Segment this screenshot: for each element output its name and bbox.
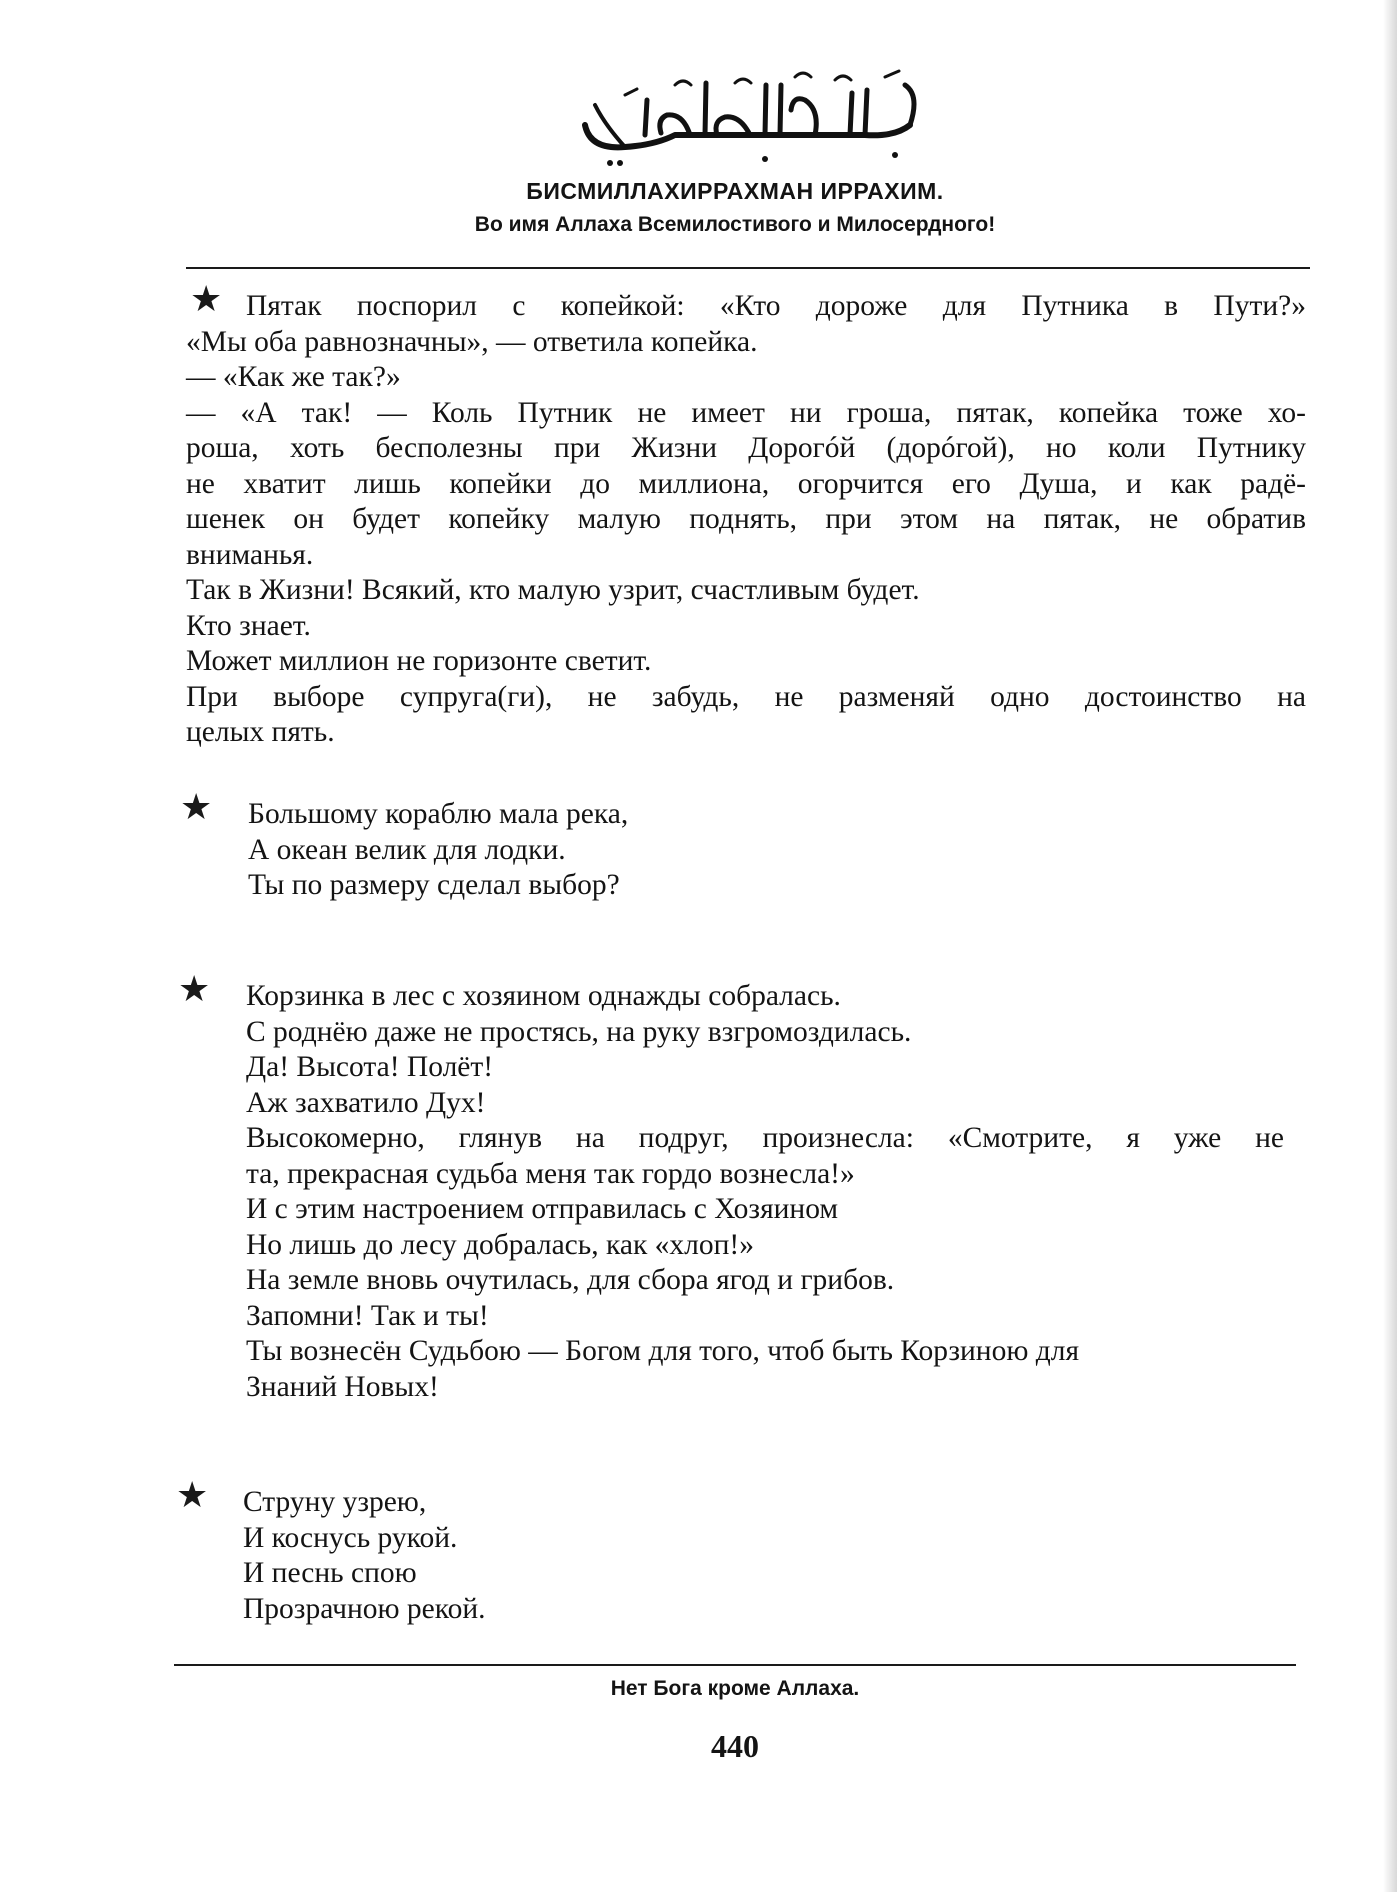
- text-line: Запомни! Так и ты!: [246, 1299, 489, 1332]
- page-edge-shadow: [1383, 0, 1397, 1892]
- text-line: целых пять.: [186, 716, 335, 748]
- text-line: роша, хоть бесполезны при Жизни Дорогóй (дорóгой), но коли Путнику: [186, 432, 1306, 464]
- text-line: вниманья.: [186, 538, 314, 571]
- text-line: Ты вознесён Судьбою — Богом для того, чтоб быть Корзиною для: [246, 1335, 1080, 1367]
- text-line: Большому кораблю мала река,: [248, 798, 629, 830]
- text-line: И коснусь рукой.: [243, 1521, 458, 1554]
- text-line: Высокомерно, глянув на подруг, произнесла: «Смотрите, я уже не: [246, 1122, 1284, 1154]
- star-icon: ★: [190, 279, 223, 320]
- text-line: Может миллион не горизонте светит.: [186, 645, 652, 677]
- footer-text: Нет Бога кроме Аллаха.: [610, 1677, 860, 1700]
- text-line: На земле вновь очутилась, для сбора ягод и грибов.: [246, 1264, 895, 1296]
- star-icon: ★: [176, 1475, 209, 1516]
- bismillah-calligraphy-icon: [565, 55, 945, 175]
- text-line: И песнь спою: [243, 1557, 417, 1589]
- text-line: «Мы оба равнозначны», — ответила копейка.: [186, 325, 758, 358]
- text-line: Аж захватило Дух!: [246, 1086, 486, 1119]
- page-number: 440: [711, 1728, 759, 1764]
- text-line: та, прекрасная судьба меня так гордо вознесла!»: [246, 1157, 855, 1190]
- text-line: — «А так! — Коль Путник не имеет ни гроша, пятак, копейка тоже хо-: [186, 396, 1306, 429]
- star-icon: ★: [178, 969, 211, 1010]
- section-1: [186, 289, 1306, 751]
- header-subtitle: Во имя Аллаха Всемилостивого и Милосердного!: [474, 213, 996, 236]
- text-line: — «Как же так?»: [186, 361, 401, 393]
- text-line: А океан велик для лодки.: [248, 833, 566, 866]
- text-line: Но лишь до лесу добралась, как «хлоп!»: [246, 1228, 754, 1261]
- bottom-divider: [174, 1664, 1296, 1666]
- section-4: [243, 1485, 486, 1627]
- text-line: Да! Высота! Полёт!: [246, 1051, 494, 1083]
- text-line: не хватит лишь копейки до миллиона, огорчится его Душа, и как радё-: [186, 467, 1306, 500]
- text-line: С роднёю даже не простясь, на руку взгромоздилась.: [246, 1015, 912, 1048]
- text-line: шенек он будет копейку малую поднять, при этом на пятак, не обратив: [186, 503, 1306, 535]
- text-line: И с этим настроением отправилась с Хозяином: [246, 1193, 839, 1225]
- text-line: Прозрачною рекой.: [243, 1592, 486, 1625]
- text-line: Знаний Новых!: [246, 1370, 439, 1403]
- star-icon: ★: [180, 787, 213, 828]
- text-line: Кто знает.: [186, 609, 311, 642]
- text-line: Корзинка в лес с хозяином однажды собралась.: [246, 980, 841, 1012]
- text-line: При выборе супруга(ги), не забудь, не разменяй одно достоинство на: [186, 680, 1306, 713]
- text-line: Ты по размеру сделал выбор?: [248, 869, 620, 901]
- text-line: Струну узрею,: [243, 1486, 427, 1518]
- section-3: [246, 979, 1284, 1405]
- text-line: Так в Жизни! Всякий, кто малую узрит, счастливым будет.: [186, 574, 920, 606]
- section-2: [248, 797, 628, 904]
- top-divider: [186, 267, 1310, 269]
- header-title: БИСМИЛЛАХИРРАХМАН ИРРАХИМ.: [526, 178, 944, 204]
- text-line: Пятак поспорил с копейкой: «Кто дороже для Путника в Пути?»: [246, 290, 1306, 322]
